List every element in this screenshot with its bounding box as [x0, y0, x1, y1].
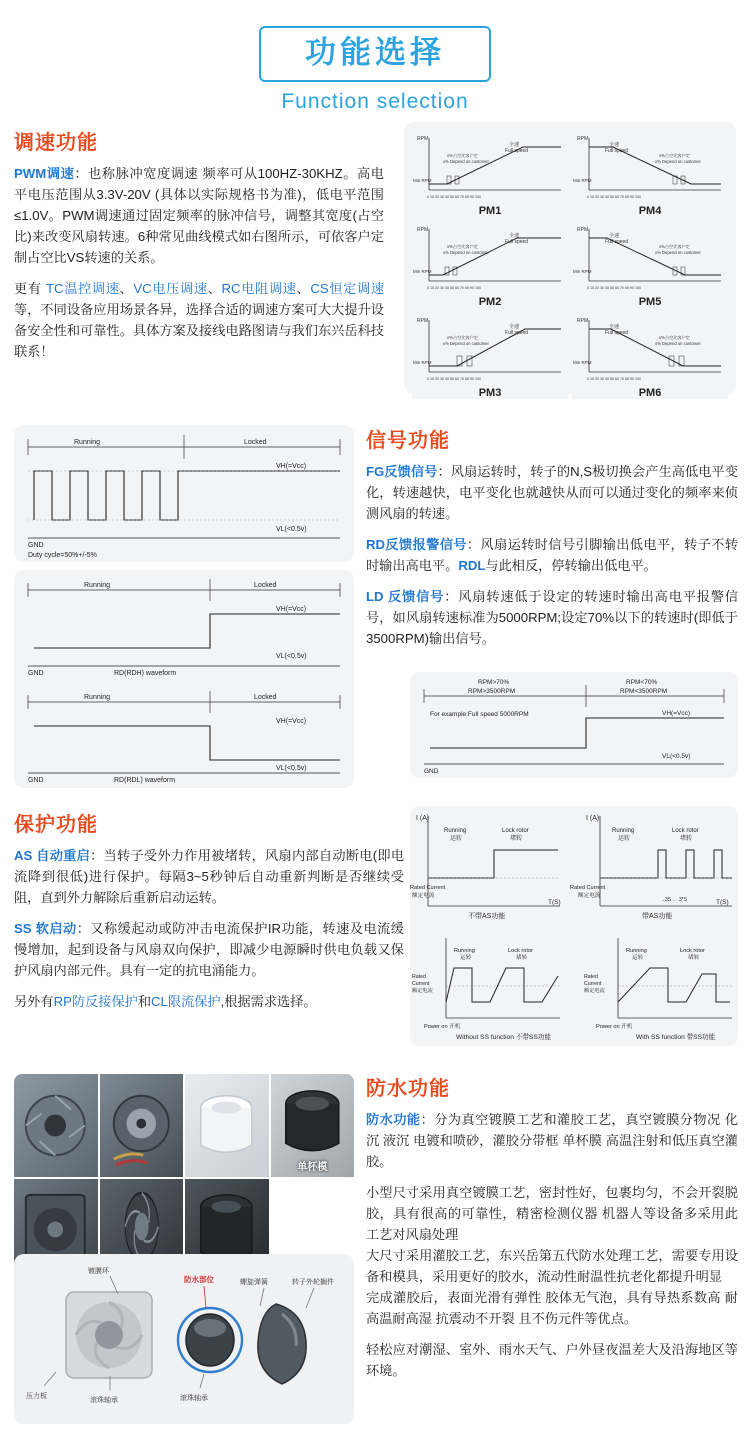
photo-grid	[14, 1074, 354, 1282]
svg-text:Full speed: Full speed	[505, 148, 529, 154]
as-label: AS 自动重启	[14, 848, 91, 863]
svg-text:运转: 运转	[450, 836, 463, 842]
svg-text:Rated: Rated	[584, 974, 598, 980]
svg-text:RD(RDL) waveform: RD(RDL) waveform	[114, 777, 176, 784]
spacer-5	[14, 981, 404, 991]
svg-text:Current: Current	[584, 981, 602, 987]
tc-label: TC温控调速	[45, 281, 120, 296]
motor-graphic	[100, 1074, 184, 1177]
spacer-4	[14, 908, 404, 918]
pwm-label: PWM调速	[14, 166, 75, 181]
rc-label: RC电阻调速	[221, 281, 297, 296]
svg-text:x% Depend on customer: x% Depend on customer	[655, 341, 701, 346]
fg-waveform-svg	[14, 425, 354, 562]
svg-text:Min RPM: Min RPM	[573, 269, 592, 274]
waterproof-text-1: ：分为真空镀膜工艺和灌胶工艺，真空镀膜分物况 化沉 液沉 电镀和喷砂，灌胶分带框 单杯膜 高温注射和低压真空灌胶。	[366, 1112, 739, 1169]
signal-section	[366, 424, 738, 649]
sep2: 、	[207, 281, 222, 296]
svg-text:堵转: 堵转	[688, 955, 700, 961]
svg-text:Running: Running	[84, 694, 111, 701]
svg-text:T(S): T(S)	[716, 899, 729, 906]
svg-text:VH(=Vcc): VH(=Vcc)	[276, 463, 307, 470]
ld-paragraph	[366, 586, 738, 649]
svg-text:螺旋弹簧: 螺旋弹簧	[240, 1279, 268, 1286]
vc-label: VC电压调速	[133, 281, 208, 296]
svg-text:RPM>70%: RPM>70%	[478, 679, 510, 686]
pm3-svg	[413, 312, 567, 386]
svg-text:0 10 20 30 40 50 60 70: 0 10 20 30 40 50 60 70 80 90 100	[587, 286, 641, 290]
svg-text:Lock rotor: Lock rotor	[502, 828, 529, 834]
svg-text:x%占空比客户定: x%占空比客户定	[447, 244, 478, 249]
svg-text:→3S ← 3*S: →3S ← 3*S	[660, 897, 687, 903]
svg-text:Running: Running	[84, 582, 111, 589]
svg-text:Lock rotor: Lock rotor	[672, 828, 699, 834]
svg-text:Rated Current: Rated Current	[570, 885, 606, 891]
svg-text:Locked: Locked	[254, 694, 277, 701]
protection-section	[14, 808, 404, 1012]
svg-text:RPM: RPM	[577, 136, 589, 142]
waterproof-diagram-card	[14, 1254, 354, 1424]
rd-label: RD反馈报警信号	[366, 537, 467, 552]
pm-grid	[412, 130, 728, 399]
svg-text:RD(RDH) waveform: RD(RDH) waveform	[114, 670, 177, 677]
svg-text:Full speed: Full speed	[505, 330, 529, 336]
svg-text:堵转: 堵转	[680, 836, 693, 842]
white-cup-graphic	[185, 1074, 269, 1177]
speed-paragraph-2	[14, 278, 384, 362]
title-box	[259, 26, 491, 82]
chart-pm2	[412, 221, 568, 308]
photo-motor	[100, 1074, 184, 1177]
svg-text:x% Depend on customer: x% Depend on customer	[443, 250, 489, 255]
svg-text:Min RPM: Min RPM	[413, 178, 432, 183]
ld-text: ：风扇转速低于设定的转速时输出高电平报警信号，如风扇转速标准为5000RPM;设定70%以下的转速时(即低于3500RPM)输出信号。	[366, 589, 739, 646]
ld-label: LD 反馈信号	[366, 589, 445, 604]
svg-text:VH(=Vcc): VH(=Vcc)	[276, 606, 307, 613]
chart-pm3	[412, 312, 568, 399]
svg-text:I (A): I (A)	[586, 815, 600, 822]
pm6-caption: PM6	[638, 387, 662, 399]
rd-text: ：风扇运转时信号引脚输出低电平，转子不转时输出高电平。	[366, 537, 739, 573]
speed-section	[14, 126, 384, 362]
svg-text:额定电流: 额定电流	[584, 988, 605, 994]
pm4-caption: PM4	[638, 205, 662, 217]
protection-charts	[410, 806, 738, 1046]
waterproof-paragraph-4: 完成灌胶后，表面光滑有弹性 胶体无气泡，具有导热系数高 耐高温耐高湿 抗震动不开裂 且不伤元件等优点。	[366, 1290, 738, 1326]
svg-text:运转: 运转	[460, 955, 472, 961]
svg-text:RPM: RPM	[417, 227, 429, 233]
svg-text:滚珠轴承: 滚珠轴承	[180, 1395, 208, 1402]
photo-black-cup-label: 单杯模	[297, 1162, 328, 1173]
photo-black-cup	[271, 1074, 355, 1177]
svg-text:GND: GND	[28, 777, 44, 784]
svg-text:镀膜环: 镀膜环	[88, 1268, 109, 1275]
svg-text:GND: GND	[424, 768, 439, 775]
svg-text:x%占空比客户定: x%占空比客户定	[659, 153, 690, 158]
svg-text:I (A): I (A)	[416, 815, 430, 822]
waterproof-label: 防水功能	[366, 1112, 421, 1127]
waterproof-diagram-svg	[14, 1254, 354, 1424]
svg-text:Full speed: Full speed	[605, 330, 629, 336]
svg-text:Min RPM: Min RPM	[573, 360, 592, 365]
spacer-6	[366, 1172, 738, 1182]
svg-text:Rated Current: Rated Current	[410, 885, 446, 891]
rp-label: RP防反接保护	[53, 994, 138, 1009]
chart-pm1	[412, 130, 568, 217]
ld-waveform-card	[410, 672, 738, 778]
svg-text:运转: 运转	[618, 836, 631, 842]
waterproof-section	[366, 1072, 738, 1381]
fg-waveform-card	[14, 425, 354, 562]
pm6-svg	[573, 312, 727, 386]
svg-text:Full speed: Full speed	[605, 239, 629, 245]
waterproof-photo-grid	[14, 1074, 354, 1282]
chart-pm4	[572, 130, 728, 217]
svg-text:Without SS function 不带SS功能: Without SS function 不带SS功能	[456, 1034, 551, 1041]
svg-text:Rated: Rated	[412, 974, 426, 980]
svg-text:Running: Running	[74, 439, 101, 446]
pm3-caption: PM3	[478, 387, 502, 399]
svg-text:Power on 开机: Power on 开机	[596, 1024, 633, 1030]
chart-pm6	[572, 312, 728, 399]
as-text: ：当转子受外力作用被堵转，风扇内部自动断电(即电流降到很低)进行保护。每隔3~5秒钟后自动重新判断是否继续受阻，直到外力解除后重新启动运转。	[14, 848, 405, 905]
waterproof-section-title: 防水功能	[366, 1078, 450, 1100]
pm1-svg	[413, 130, 567, 204]
ld-waveform-svg	[410, 672, 738, 778]
svg-text:Full speed: Full speed	[505, 239, 529, 245]
svg-text:VL(<0.5v): VL(<0.5v)	[662, 753, 691, 760]
page-header	[0, 0, 750, 114]
svg-text:0 10 20 30 40 50 60 70: 0 10 20 30 40 50 60 70 80 90 100	[427, 377, 481, 381]
rd-paragraph	[366, 534, 738, 576]
svg-text:GND: GND	[28, 542, 44, 549]
svg-text:RPM: RPM	[577, 227, 589, 233]
cl-label: CL限流保护	[151, 994, 221, 1009]
svg-text:VH(=Vcc): VH(=Vcc)	[276, 718, 307, 725]
svg-text:VL(<0.5v): VL(<0.5v)	[276, 653, 307, 660]
svg-text:Running: Running	[612, 828, 635, 834]
ss-label: SS 软启动	[14, 921, 77, 936]
svg-text:With SS function 带SS功能: With SS function 带SS功能	[636, 1034, 716, 1041]
fg-text: ：风扇运转时，转子的N,S极切换会产生高低电平变化，转速越快，电平变化也就越快从而可以通过变化的频率来侦测风扇的转速。	[366, 464, 738, 521]
svg-text:x% Depend on customer: x% Depend on customer	[443, 341, 489, 346]
speed-section-title: 调速功能	[14, 132, 98, 154]
svg-text:Duty cycle=50%+/-5%: Duty cycle=50%+/-5%	[28, 552, 97, 559]
pm2-svg	[413, 221, 567, 295]
photo-white-cup	[185, 1074, 269, 1177]
svg-text:x%占空比客户定: x%占空比客户定	[447, 335, 478, 340]
svg-text:Running: Running	[454, 948, 475, 954]
other-protection-paragraph	[14, 991, 404, 1012]
svg-text:Running: Running	[444, 828, 467, 834]
svg-text:Running: Running	[626, 948, 647, 954]
pm5-svg	[573, 221, 727, 295]
ss-text: ：又称缓起动或防冲击电流保护IR功能，转速及电流缓慢增加，起到设备与风扇双向保护，即减少电源瞬时供电负载又保护风扇内部元件。具有一定的抗电涌能力。	[14, 921, 404, 978]
svg-text:运转: 运转	[632, 955, 644, 961]
svg-text:T(S): T(S)	[548, 899, 561, 906]
impeller-graphic	[14, 1074, 98, 1177]
other-pre: 另外有	[14, 994, 54, 1009]
page-subtitle: Function selection	[281, 90, 469, 113]
svg-text:x%占空比客户定: x%占空比客户定	[659, 244, 690, 249]
rdl-label: RDL	[458, 558, 486, 573]
svg-text:x%占空比客户定: x%占空比客户定	[659, 335, 690, 340]
svg-text:堵转: 堵转	[510, 836, 523, 842]
waterproof-paragraph-3: 大尺寸采用灌胶工艺，东兴岳第五代防水处理工艺，需要专用设备和模具，采用更好的胶水，流动性耐温性抗老化都提升明显	[366, 1248, 738, 1284]
chart-pm5	[572, 221, 728, 308]
svg-text:Current: Current	[412, 981, 430, 987]
pm5-caption: PM5	[638, 296, 662, 308]
svg-text:全速: 全速	[609, 142, 620, 148]
svg-text:RPM: RPM	[417, 136, 429, 142]
waterproof-paragraph-2: 小型尺寸采用真空镀膜工艺，密封性好，包裹均匀，不会开裂脱胶，具有很高的可靠性，精密检测仪器 机器人等设备多采用此工艺对风扇处理	[366, 1185, 738, 1242]
svg-text:不带AS功能: 不带AS功能	[468, 913, 506, 920]
sep1: 、	[119, 281, 134, 296]
svg-text:VH(=Vcc): VH(=Vcc)	[662, 710, 690, 717]
svg-text:Min RPM: Min RPM	[573, 178, 592, 183]
svg-text:额定电流: 额定电流	[578, 893, 601, 899]
svg-text:Lock rotor: Lock rotor	[508, 948, 533, 954]
svg-text:0 10 20 30 40 50 60 70: 0 10 20 30 40 50 60 70 80 90 100	[587, 195, 641, 199]
spacer-7	[366, 1329, 738, 1339]
svg-text:RPM<70%: RPM<70%	[626, 679, 658, 686]
svg-text:Full speed: Full speed	[605, 148, 629, 154]
svg-text:全速: 全速	[509, 142, 520, 148]
rd-rdl-waveform-svg	[14, 570, 354, 788]
fg-label: FG反馈信号	[366, 464, 438, 479]
pwm-curve-charts	[404, 122, 736, 399]
other-post: ,根据需求选择。	[220, 994, 317, 1009]
svg-text:0 10 20 30 40 50 60 70: 0 10 20 30 40 50 60 70 80 90 100	[427, 286, 481, 290]
signal-section-title: 信号功能	[366, 430, 450, 452]
svg-text:0 10 20 30 40 50 60 70: 0 10 20 30 40 50 60 70 80 90 100	[587, 377, 641, 381]
svg-text:防水部位: 防水部位	[184, 1275, 214, 1284]
as-paragraph	[14, 845, 404, 908]
other-mid: 和	[137, 994, 152, 1009]
pm1-caption: PM1	[478, 205, 502, 217]
waterproof-paragraph-5: 轻松应对潮湿、室外、雨水天气、户外昼夜温差大及沿海地区等环境。	[366, 1342, 738, 1378]
pm2-caption: PM2	[478, 296, 502, 308]
svg-text:VL(<0.5v): VL(<0.5v)	[276, 526, 307, 533]
svg-text:额定电流: 额定电流	[412, 893, 435, 899]
svg-text:全速: 全速	[609, 324, 620, 330]
svg-text:全速: 全速	[609, 233, 620, 239]
svg-text:带AS功能: 带AS功能	[642, 913, 673, 920]
svg-text:For example:Full speed 5000RPM: For example:Full speed 5000RPM	[430, 711, 529, 718]
pwm-text: ：也称脉冲宽度调速 频率可从100HZ-30KHZ。高电平电压范围从3.3V-20V (具体以实际规格书为准)，低电平范围≤1.0V。PWM调速通过固定频率的脉冲信号，调整其宽度(占空比)来改变风扇转速。6种常见曲线模式如右图所示，可依客户定制占空比VS转速的关系。	[14, 166, 384, 265]
svg-text:0 10 20 30 40 50 60 70: 0 10 20 30 40 50 60 70 80 90 100	[427, 195, 481, 199]
spacer-3	[366, 576, 738, 586]
svg-text:Locked: Locked	[254, 582, 277, 589]
svg-text:全速: 全速	[509, 233, 520, 239]
svg-text:Min RPM: Min RPM	[413, 360, 432, 365]
as-ss-charts-svg	[410, 806, 738, 1046]
svg-text:RPM<3500RPM: RPM<3500RPM	[620, 688, 668, 695]
svg-text:堵转: 堵转	[516, 955, 528, 961]
rd-waveform-card	[14, 570, 354, 788]
svg-text:压力板: 压力板	[26, 1393, 47, 1400]
sep3: 、	[296, 281, 311, 296]
svg-text:全速: 全速	[509, 324, 520, 330]
spacer-2	[366, 524, 738, 534]
svg-text:VL(<0.5v): VL(<0.5v)	[276, 765, 307, 772]
rdl-text: 与此相反，停转输出低电平。	[485, 558, 657, 573]
speed-p2-text: 等，不同设备应用场景各异，选择合适的调速方案可大大提升设备安全性和可靠性。具体方案及接线电路图请与我们东兴岳科技联系！	[14, 302, 384, 359]
svg-text:滚珠轴承: 滚珠轴承	[90, 1397, 118, 1404]
speed-p2-pre: 更有	[14, 281, 46, 296]
spacer	[14, 268, 384, 278]
ss-paragraph	[14, 918, 404, 981]
photo-impeller	[14, 1074, 98, 1177]
cs-label: CS恒定调速	[310, 281, 385, 296]
speed-paragraph-1	[14, 163, 384, 268]
svg-text:RPM>3500RPM: RPM>3500RPM	[468, 688, 516, 695]
svg-text:x% Depend on customer: x% Depend on customer	[655, 250, 701, 255]
svg-text:Min RPM: Min RPM	[413, 269, 432, 274]
svg-text:额定电流: 额定电流	[412, 988, 433, 994]
svg-text:Locked: Locked	[244, 439, 267, 446]
svg-text:Lock rotor: Lock rotor	[680, 948, 705, 954]
page-title: 功能选择	[305, 35, 445, 70]
svg-text:RPM: RPM	[417, 318, 429, 324]
svg-text:转子外轮搁件: 转子外轮搁件	[292, 1279, 334, 1286]
svg-text:GND: GND	[28, 670, 44, 677]
svg-text:x% Depend on customer: x% Depend on customer	[443, 159, 489, 164]
svg-text:Power on 开机: Power on 开机	[424, 1024, 461, 1030]
pm4-svg	[573, 130, 727, 204]
fg-paragraph	[366, 461, 738, 524]
svg-text:x%占空比客户定: x%占空比客户定	[447, 153, 478, 158]
waterproof-paragraph-1	[366, 1109, 738, 1172]
svg-text:x% Depend on customer: x% Depend on customer	[655, 159, 701, 164]
svg-text:RPM: RPM	[577, 318, 589, 324]
protection-section-title: 保护功能	[14, 814, 98, 836]
